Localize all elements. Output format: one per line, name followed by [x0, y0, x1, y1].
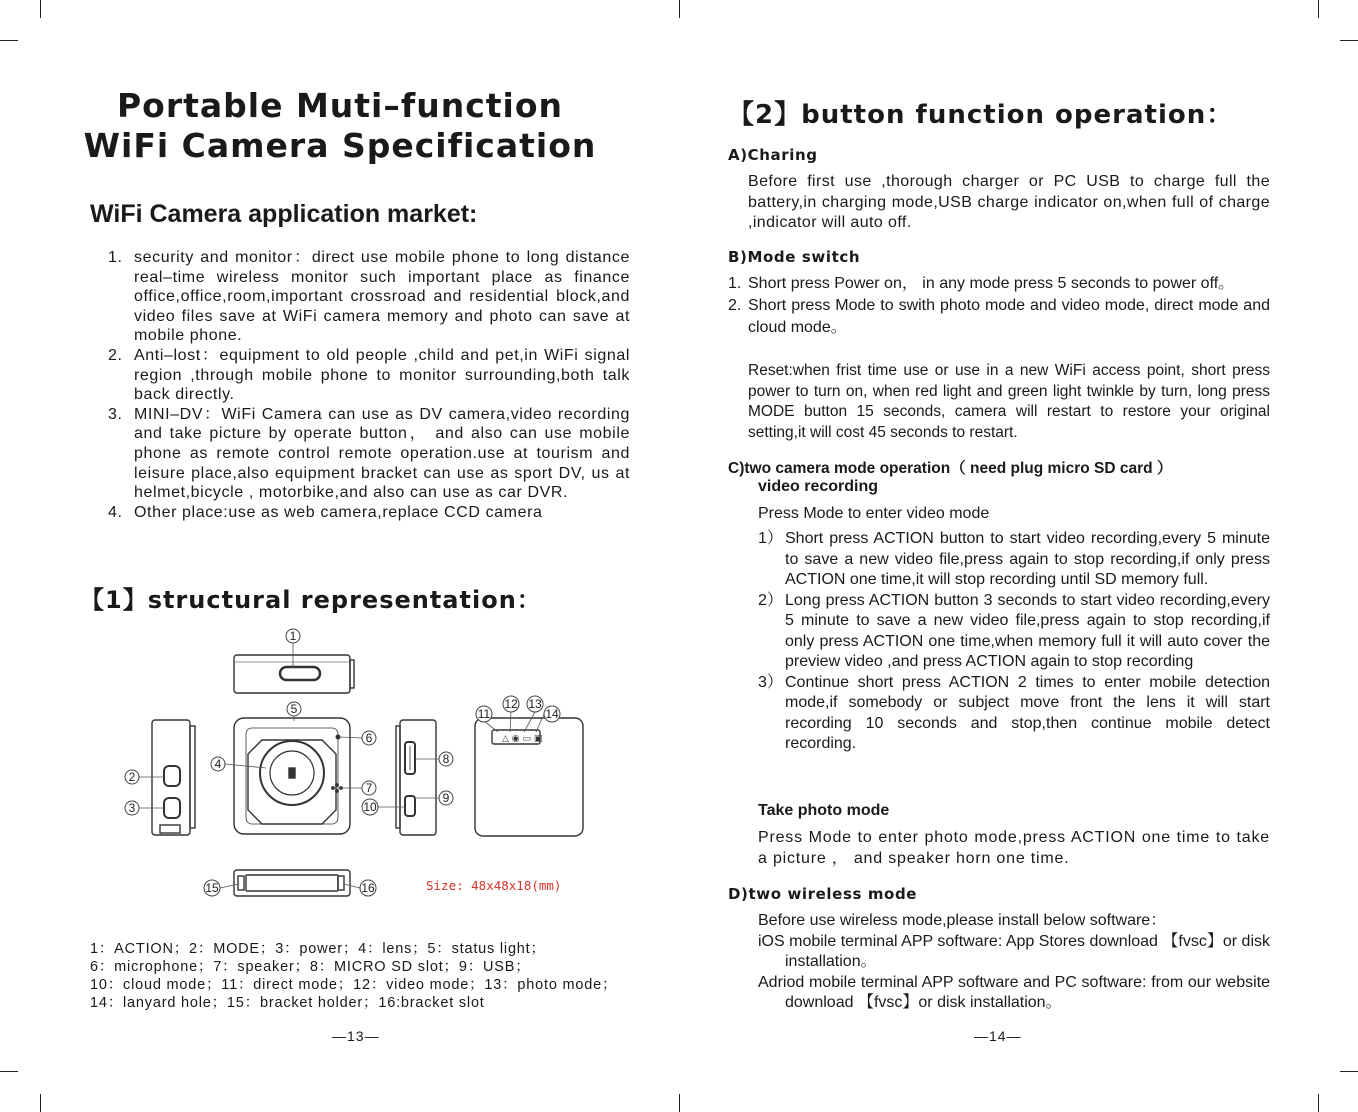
mode-switch-list — [728, 273, 1270, 339]
callout-12 — [503, 696, 519, 732]
legend-line: 14：lanyard hole；15：bracket holder；16:bracket slot — [90, 995, 485, 1011]
legend-line: 10：cloud mode；11：direct mode；12：video mode；13：photo mode； — [90, 977, 618, 993]
page-number: —13— — [332, 1028, 380, 1044]
page-number: —14— — [974, 1028, 1022, 1044]
video-recording-heading: video recording — [758, 478, 879, 495]
svg-text:16: 16 — [361, 881, 375, 895]
wireless-ios: iOS mobile terminal APP software: App Stores download 【fvsc】or disk installation。 — [758, 932, 1270, 970]
list-item — [758, 591, 1270, 673]
wireless-android: Adriod mobile terminal APP software and PC software: from our website download 【fvsc】or disk installation。 — [758, 973, 1270, 1011]
mode-switch-heading: B)Mode switch — [728, 248, 861, 266]
take-photo-text: Press Mode to enter photo mode,press ACTION one time to take a picture ， and speaker horn one time. — [758, 829, 1270, 867]
list-item-number: 4. — [108, 503, 123, 521]
legend-line: 1：ACTION；2：MODE；3：power；4：lens；5：status light； — [90, 941, 546, 957]
callout-2 — [125, 770, 164, 784]
list-item-text: Short press Power on， in any mode press 5 seconds to power off。 — [748, 275, 1235, 292]
list-item-number: 2） — [758, 591, 783, 609]
list-item-text: Continue short press ACTION 2 times to enter mobile detection mode,if somebody or subject move front the lens it will start recording 10 seconds and stop,then continue mobile detect recording. — [785, 673, 1270, 752]
svg-text:6: 6 — [365, 731, 373, 745]
crop-mark — [40, 0, 41, 18]
list-item — [108, 346, 630, 405]
page-title — [80, 86, 600, 166]
callout-10 — [362, 799, 405, 815]
crop-mark — [0, 1071, 18, 1072]
callout-6 — [340, 731, 376, 745]
crop-mark — [1318, 1094, 1319, 1112]
take-photo-heading: Take photo mode — [758, 802, 890, 819]
video-list — [758, 529, 1270, 755]
callout-15 — [204, 880, 238, 896]
svg-text:10: 10 — [363, 800, 377, 814]
camera-left-view — [152, 720, 195, 835]
market-list — [108, 248, 630, 522]
right-page — [718, 0, 1278, 1112]
wireless-mode-heading: D)two wireless mode — [728, 885, 918, 903]
callout-3 — [125, 801, 164, 815]
svg-text:3: 3 — [128, 801, 136, 815]
camera-mode-heading: C)two camera mode operation（ need plug micro SD card ） — [728, 460, 1173, 477]
crop-mark — [679, 1094, 680, 1112]
list-item — [108, 248, 630, 346]
list-item-number: 3. — [108, 405, 123, 423]
list-item-text: Short press ACTION button to start video recording,every 5 minute to save a new video file,press again to stop recording,if only press ACTION one time,it will stop recording until SD memory full. — [785, 530, 1270, 588]
list-item-number: 1. — [108, 249, 123, 266]
list-item-text: MINI–DV：WiFi Camera can use as DV camera,video recording and take picture by operate button， and also can use mobile phone as remote control remote operation.use at tourism and leisure place,also equipment bracket can use as sport DV, us at helmet,bicycle , motorbike,and also can use as car DVR. — [134, 405, 630, 502]
legend-line: 6：microphone；7：speaker；8：MICRO SD slot；9：USB； — [90, 959, 531, 975]
callout-8 — [415, 752, 453, 766]
camera-front-view — [234, 718, 350, 834]
title-line-2: WiFi Camera Specification — [83, 126, 597, 165]
crop-mark — [679, 0, 680, 18]
left-page — [80, 0, 640, 1112]
crop-mark — [1340, 1071, 1358, 1072]
svg-text:4: 4 — [214, 757, 222, 771]
svg-text:12: 12 — [504, 697, 518, 711]
camera-bottom-view — [234, 870, 350, 896]
title-line-1: Portable Muti–function — [116, 86, 564, 125]
list-item-number: 2. — [108, 346, 123, 364]
callout-4 — [211, 757, 266, 771]
list-item-number: 2. — [728, 297, 742, 314]
camera-structure-diagram — [100, 620, 620, 900]
list-item-number: 1） — [758, 530, 783, 547]
list-item — [728, 295, 1270, 339]
svg-text:11: 11 — [477, 707, 491, 721]
charing-heading: A)Charing — [728, 146, 818, 164]
svg-text:8: 8 — [442, 752, 450, 766]
camera-top-view — [234, 655, 354, 693]
section-2-heading: 【2】button function operation： — [728, 100, 1234, 130]
list-item-text: security and monitor：direct use mobile phone to long distance real–time wireless monitor such important place as finance office,office,room,important crossroad and residential block,and video files save at WiFi camera memory and photo can save at mobile phone. — [134, 249, 630, 345]
svg-text:△ ◉ ▭ ▣: △ ◉ ▭ ▣ — [502, 734, 543, 744]
callout-13 — [524, 696, 543, 732]
crop-mark — [0, 40, 18, 41]
list-item-text: Anti–lost：equipment to old people ,child and pet,in WiFi signal region ,through mobile phone to monitor surrounding,both talk back directly. — [134, 346, 630, 404]
list-item — [108, 405, 630, 503]
list-item — [758, 673, 1270, 755]
svg-text:13: 13 — [528, 697, 542, 711]
list-item — [728, 273, 1270, 295]
camera-right-view — [396, 720, 436, 835]
list-item-text: Other place:use as web camera,replace CCD camera — [134, 503, 543, 521]
list-item-number: 1. — [728, 275, 742, 292]
size-label: Size: 48x48x18(mm) — [426, 878, 562, 893]
reset-text: Reset:when frist time use or use in a new WiFi access point, short press power to turn on, when red light and green light twinkle by turn, long press MODE button 15 seconds, camera will restart to restore your original setting,it will cost 45 seconds to restart. — [748, 362, 1270, 441]
video-intro: Press Mode to enter video mode — [758, 505, 990, 522]
crop-mark — [1318, 0, 1319, 18]
wireless-mode-text — [758, 911, 1270, 1014]
market-heading: WiFi Camera application market: — [90, 200, 478, 228]
callout-9 — [415, 791, 453, 805]
list-item-text: Short press Mode to swith photo mode and video mode, direct mode and cloud mode。 — [748, 297, 1270, 336]
svg-text:9: 9 — [442, 791, 450, 805]
callout-7 — [340, 781, 376, 795]
list-item-text: Long press ACTION button 3 seconds to start video recording,every 5 minute to save a new video file,press again to stop recording,if only press ACTION one time,when memory full it will auto cover the preview video ,and press ACTION again to stop recording — [785, 591, 1270, 670]
wireless-intro: Before use wireless mode,please install below software： — [758, 912, 1167, 929]
legend — [90, 940, 650, 1012]
callout-11 — [476, 706, 498, 732]
svg-text:1: 1 — [289, 629, 297, 643]
list-item — [758, 529, 1270, 591]
list-item — [108, 503, 630, 523]
svg-text:5: 5 — [290, 702, 298, 716]
svg-text:2: 2 — [128, 770, 136, 784]
charing-text: Before first use ,thorough charger or PC USB to charge full the battery,in charging mode,USB charge indicator on,when full of charge ,indicator will auto off. — [748, 173, 1270, 231]
svg-text:15: 15 — [205, 881, 219, 895]
crop-mark — [40, 1094, 41, 1112]
svg-text:7: 7 — [365, 781, 373, 795]
svg-text:14: 14 — [545, 707, 559, 721]
callout-16 — [344, 880, 376, 896]
crop-mark — [1340, 40, 1358, 41]
camera-back-view — [475, 718, 583, 836]
section-1-heading: 【1】structural representation： — [80, 586, 542, 614]
list-item-number: 3） — [758, 673, 783, 691]
